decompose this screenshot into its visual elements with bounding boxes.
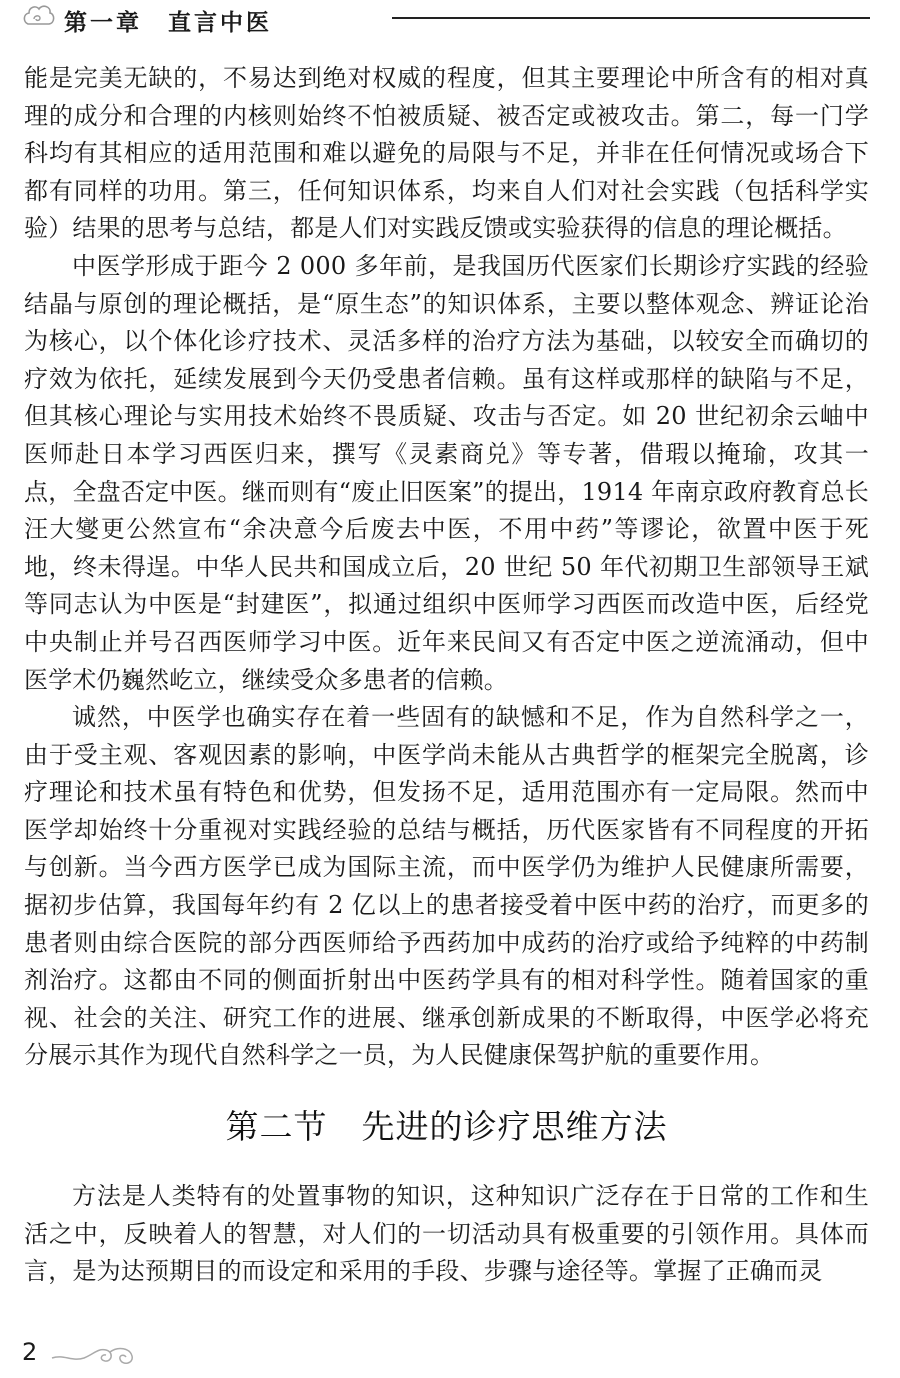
paragraph: 中医学形成于距今 2 000 多年前，是我国历代医家们长期诊疗实践的经验结晶与原创的理论概括，是“原生态”的知识体系，主要以整体观念、辨证论治为核心，以个体化诊疗技术、灵活多样的治疗方法为基础，以较安全而确切的疗效为依托，延续发展到今天仍受患者信赖。虽有这样或那样的缺陷与不足，但其核心理论与实用技术始终不畏质疑、攻击与否定。如 20 世纪初余云岫中医师赴日本学习西医归来，撰写《灵素商兑》等专著，借瑕以掩瑜，攻其一点，全盘否定中医。继而则有“废止旧医案”的提出，1914 年南京政府教育总长汪大燮更公然宣布“余决意今后废去中医，不用中药”等谬论，欲置中医于死地，终未得逞。中华人民共和国成立后，20 世纪 50 年代初期卫生部领导王斌等同志认为中医是“封建医”，拟通过组织中医师学习西医而改造中医，后经党中央制止并号召西医师学习中医。近年来民间又有否定中医之逆流涌动，但中医学术仍巍然屹立，继续受众多患者的信赖。 <box>24 251 869 694</box>
header-rule <box>392 17 870 19</box>
paragraph: 能是完美无缺的，不易达到绝对权威的程度，但其主要理论中所含有的相对真理的成分和合理的内核则始终不怕被质疑、被否定或被攻击。第二，每一门学科均有其相应的适用范围和难以避免的局限与不足，并非在任何情况或场合下都有同样的功用。第三，任何知识体系，均来自人们对社会实践（包括科学实验）结果的思考与总结，都是人们对实践反馈或实验获得的信息的理论概括。 <box>24 64 869 243</box>
paragraph: 方法是人类特有的处置事物的知识，这种知识广泛存在于日常的工作和生活之中，反映着人的智慧，对人们的一切活动具有极重要的引领作用。具体而言，是为达预期目的而设定和采用的手段、步骤与途径等。掌握了正确而灵 <box>24 1182 869 1286</box>
cloud-scroll-icon <box>22 2 56 32</box>
cloud-ornament-icon <box>50 1342 140 1370</box>
paragraph: 诚然，中医学也确实存在着一些固有的缺憾和不足，作为自然科学之一，由于受主观、客观因素的影响，中医学尚未能从古典哲学的框架完全脱离，诊疗理论和技术虽有特色和优势，但发扬不足，适用范围亦有一定局限。然而中医学却始终十分重视对实践经验的总结与概括，历代医家皆有不同程度的开拓与创新。当今西方医学已成为国际主流，而中医学仍为维护人民健康所需要，据初步估算，我国每年约有 2 亿以上的患者接受着中医中药的治疗，而更多的患者则由综合医院的部分西医师给予西药加中成药的治疗或给予纯粹的中药制剂治疗。这都由不同的侧面折射出中医药学具有的相对科学性。随着国家的重视、社会的关注、研究工作的进展、继承创新成果的不断取得，中医学必将充分展示其作为现代自然科学之一员，为人民健康保驾护航的重要作用。 <box>24 703 869 1070</box>
running-header <box>0 0 900 40</box>
page-number: 2 <box>22 1338 38 1366</box>
page-body <box>24 60 869 1291</box>
page-footer <box>22 1338 222 1378</box>
chapter-title: 第一章 直言中医 <box>64 9 272 36</box>
section-heading: 第二节 先进的诊疗思维方法 <box>225 1107 668 1147</box>
